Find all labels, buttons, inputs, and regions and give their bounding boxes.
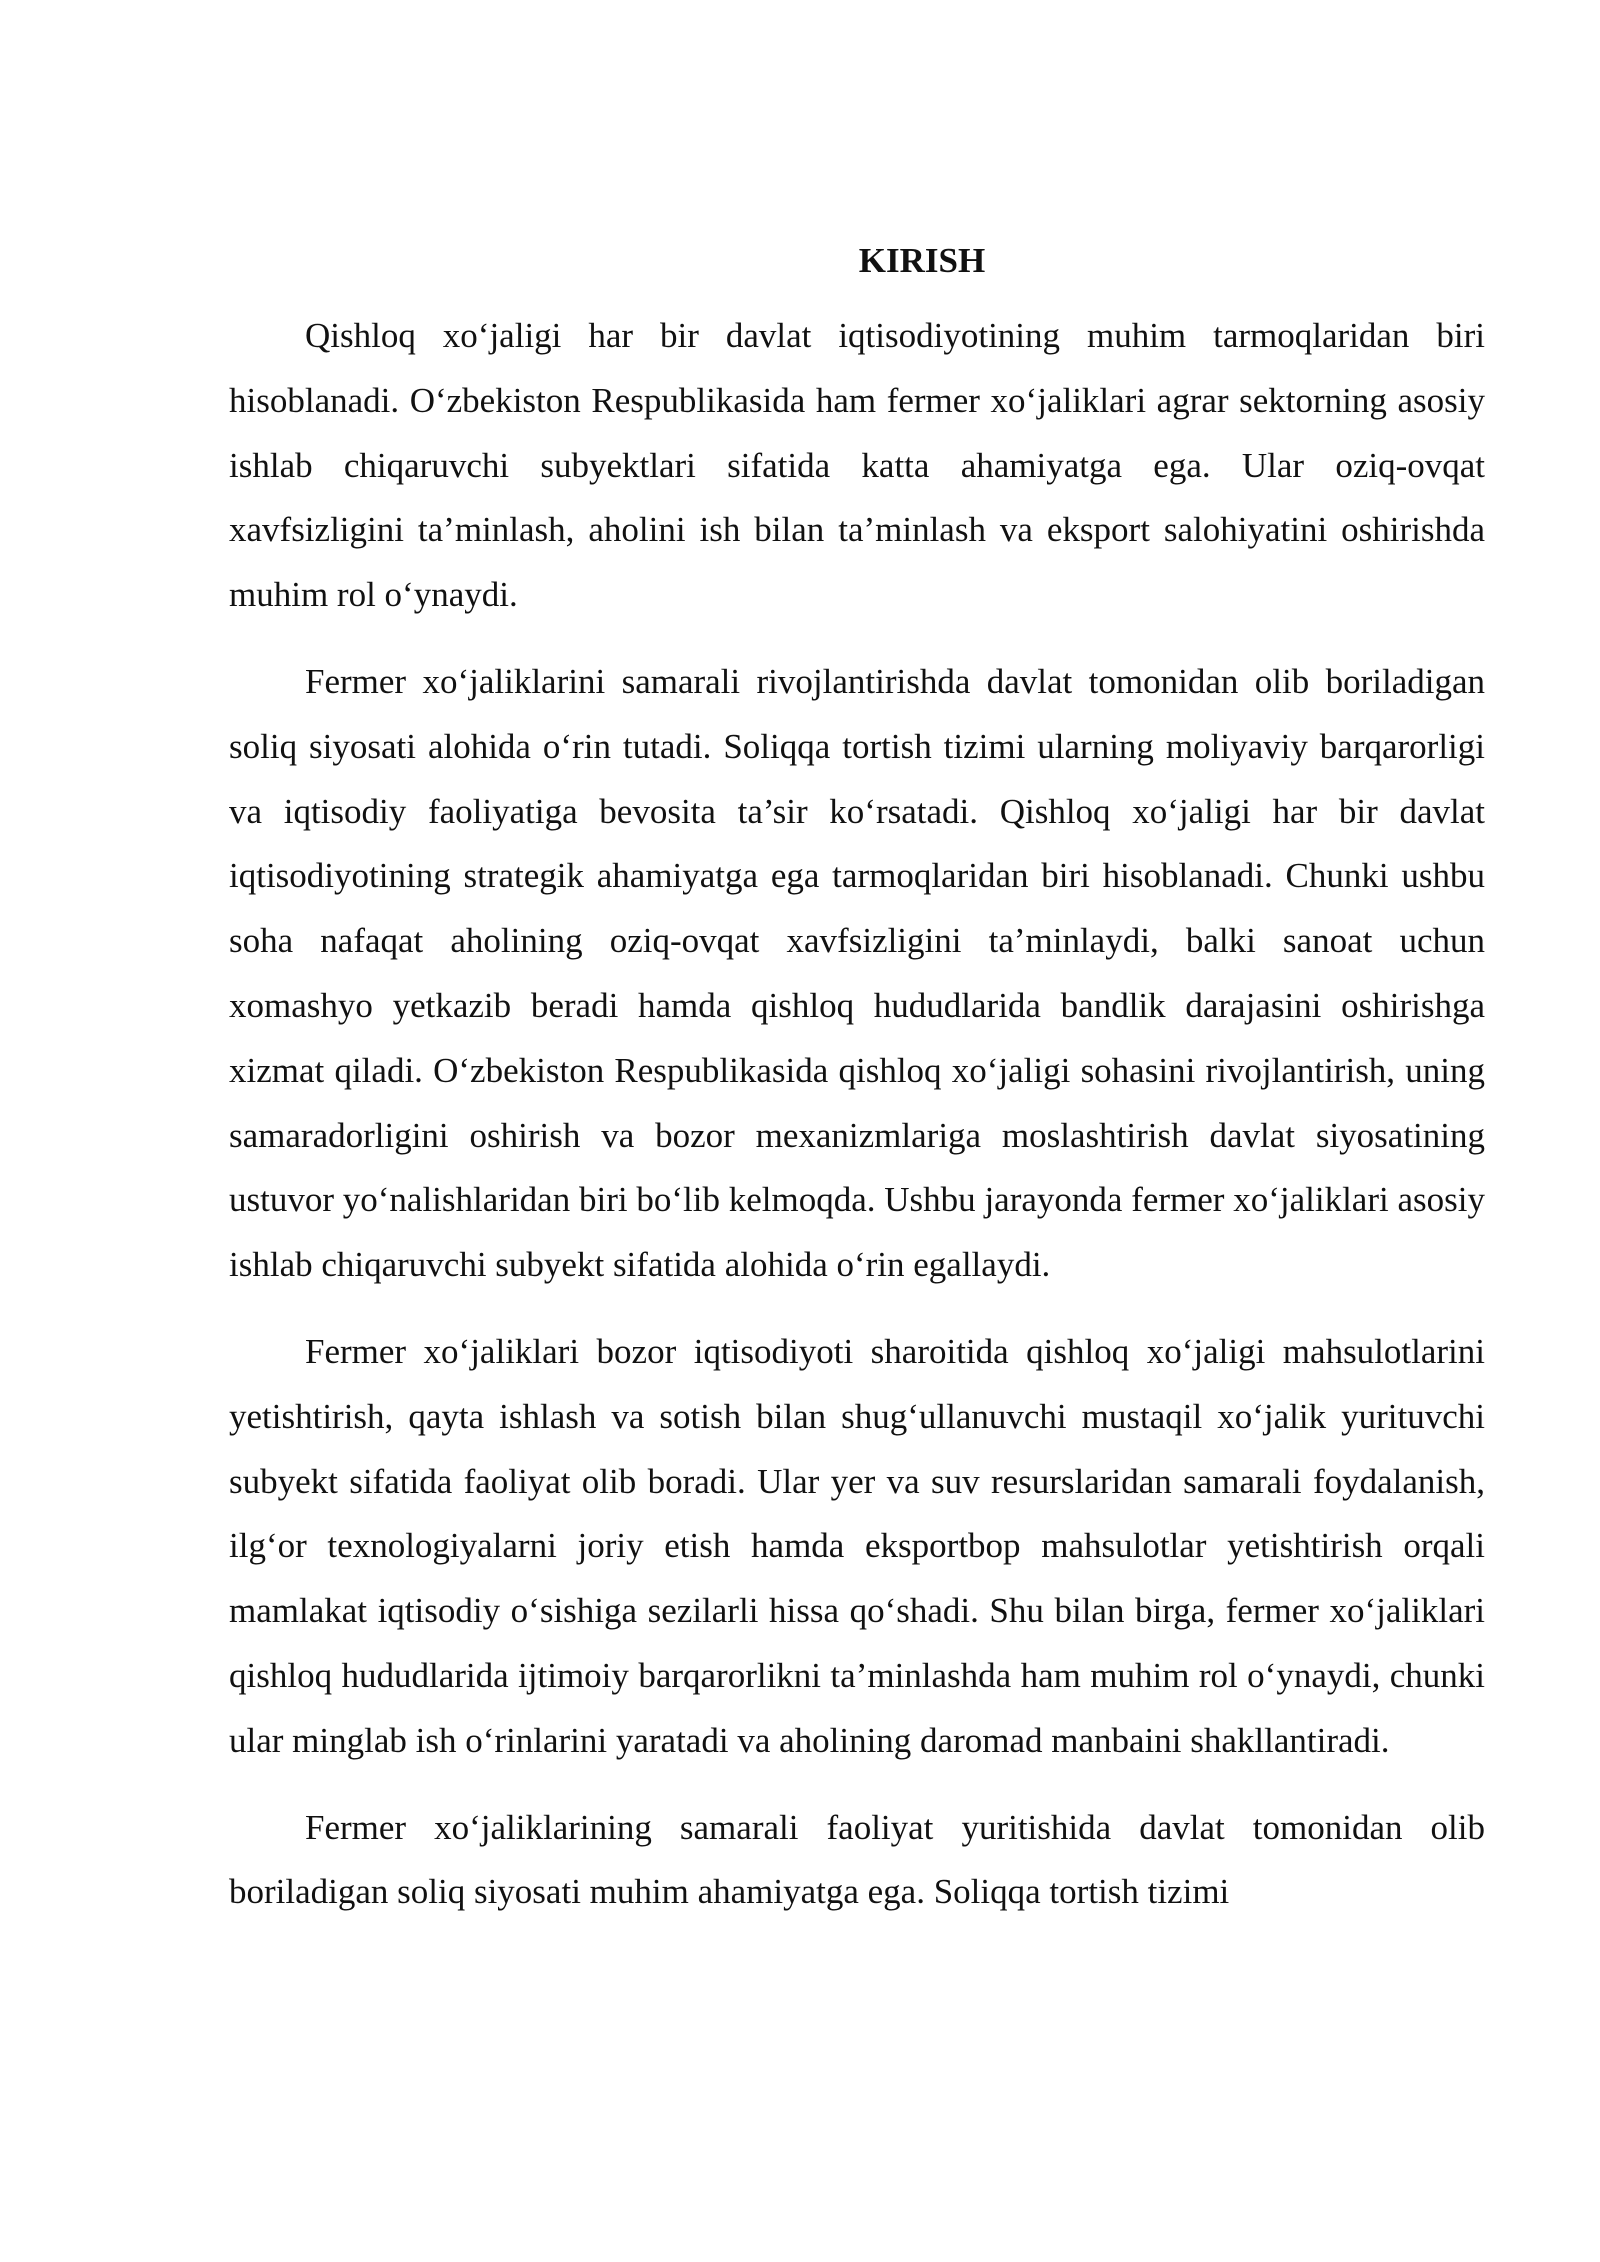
paragraph-2: Fermer xo‘jaliklarini samarali rivojlantirishda davlat tomonidan olib boriladigan soliq siyosati alohida o‘rin tutadi. Soliqqa tortish tizimi ularning moliyaviy barqarorligi va iqtisodiy faoliyatiga bevosita ta’sir ko‘rsatadi. Qishloq xo‘jaligi har bir davlat iqtisodiyotining strategik ahamiyatga ega tarmoqlaridan biri hisoblanadi. Chunki ushbu soha nafaqat aholining oziq-ovqat xavfsizligini ta’minlaydi, balki sanoat uchun xomashyo yetkazib beradi hamda qishloq hududlarida bandlik darajasini oshirishga xizmat qiladi. O‘zbekiston Respublikasida qishloq xo‘jaligi sohasini rivojlantirish, uning samaradorligini oshirish va bozor mexanizmlariga moslashtirish davlat siyosatining ustuvor yo‘nalishlaridan biri bo‘lib kelmoqda. Ushbu jarayonda fermer xo‘jaliklari asosiy ishlab chiqaruvchi subyekt sifatida alohida o‘rin egallaydi. bbox=[229, 661, 1485, 1285]
paragraph-3: Fermer xo‘jaliklari bozor iqtisodiyoti sharoitida qishloq xo‘jaligi mahsulotlarini yetishtirish, qayta ishlash va sotish bilan shug‘ullanuvchi mustaqil xo‘jalik yurituvchi subyekt sifatida faoliyat olib boradi. Ular yer va suv resurslaridan samarali foydalanish, ilg‘or texnologiyalarni joriy etish hamda eksportbop mahsulotlar yetishtirish orqali mamlakat iqtisodiy o‘sishiga sezilarli hissa qo‘shadi. Shu bilan birga, fermer xo‘jaliklari qishloq hududlarida ijtimoiy barqarorlikni ta’minlashda ham muhim rol o‘ynaydi, chunki ular minglab ish o‘rinlarini yaratadi va aholining daromad manbaini shakllantiradi. bbox=[229, 1331, 1485, 1760]
paragraph-1: Qishloq xo‘jaligi har bir davlat iqtisodiyotining muhim tarmoqlaridan biri hisoblanadi. O‘zbekiston Respublikasida ham fermer xo‘jaliklari agrar sektorning asosiy ishlab chiqaruvchi subyektlari sifatida katta ahamiyatga ega. Ular oziq-ovqat xavfsizligini ta’minlash, aholini ish bilan ta’minlash va eksport salohiyatini oshirishda muhim rol o‘ynaydi. bbox=[229, 316, 1485, 615]
paragraph-4: Fermer xo‘jaliklarining samarali faoliyat yuritishida davlat tomonidan olib boriladigan soliq siyosati muhim ahamiyatga ega. Soliqqa tortish tizimi bbox=[229, 1807, 1485, 1912]
section-heading: KIRISH bbox=[858, 241, 986, 280]
document-body bbox=[229, 232, 1485, 1947]
